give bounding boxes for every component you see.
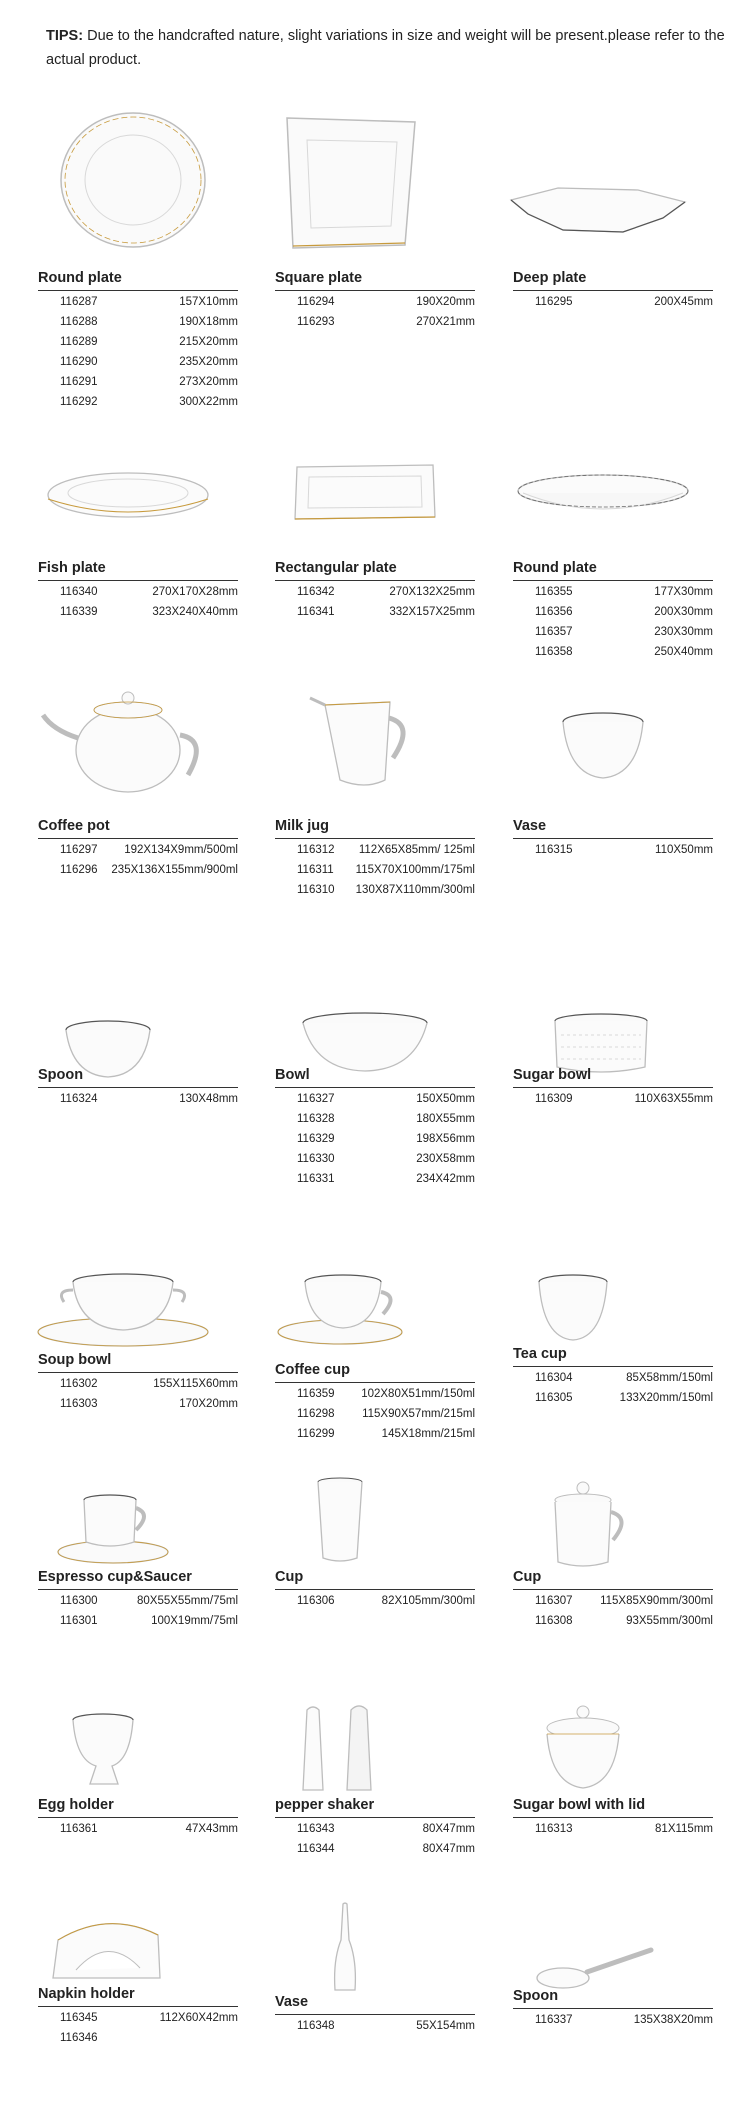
- spec-row: [513, 584, 713, 604]
- product-title: Egg holder: [38, 1797, 114, 1813]
- spec-row: [275, 1593, 475, 1613]
- spec-row: [513, 294, 713, 314]
- tea-cup-icon: [503, 1250, 703, 1360]
- item-code: 116294: [297, 296, 335, 308]
- item-size: 133X20mm/150ml: [619, 1392, 713, 1404]
- product-title: Spoon: [38, 1067, 84, 1083]
- spec-list: [275, 1091, 475, 1191]
- spec-list: [38, 842, 238, 882]
- spec-list: [275, 842, 475, 902]
- item-code: 116289: [60, 336, 98, 348]
- product-title: Vase: [513, 818, 547, 834]
- spec-row: [38, 1396, 238, 1416]
- spoon-icon: [503, 1900, 703, 2000]
- spec-list: [38, 294, 238, 414]
- product-title: Soup bowl: [38, 1352, 112, 1368]
- item-code: 116342: [297, 586, 335, 598]
- item-size: 235X20mm: [179, 356, 238, 368]
- item-code: 116357: [535, 626, 573, 638]
- product-title: Cup: [275, 1569, 304, 1585]
- item-code: 116304: [535, 1372, 573, 1384]
- item-code: 116306: [297, 1595, 335, 1607]
- vase-icon: [265, 1900, 465, 2000]
- product-title: Coffee cup: [275, 1362, 350, 1378]
- spec-row: [513, 2012, 713, 2032]
- spec-list: [275, 1593, 475, 1613]
- item-code: 116361: [60, 1823, 98, 1835]
- item-code: 116337: [535, 2014, 573, 2026]
- item-code: 116348: [297, 2020, 335, 2032]
- vase-bowl-icon: [503, 680, 703, 800]
- item-size: 115X90X57mm/215ml: [362, 1408, 475, 1420]
- title-divider: [38, 838, 238, 839]
- rectangular-plate-icon: [265, 455, 465, 535]
- spec-list: [275, 294, 475, 334]
- spec-row: [275, 314, 475, 334]
- item-size: 112X65X85mm/ 125ml: [358, 844, 475, 856]
- fish-plate-icon: [28, 455, 228, 535]
- item-size: 112X60X42mm: [159, 2012, 238, 2024]
- spec-list: [38, 1821, 238, 1841]
- spec-row: [38, 1091, 238, 1111]
- item-code: 116328: [297, 1113, 335, 1125]
- spec-row: [275, 1406, 475, 1426]
- item-size: 332X157X25mm: [389, 606, 475, 618]
- product-title: Square plate: [275, 270, 363, 286]
- item-code: 116330: [297, 1153, 335, 1165]
- spec-row: [513, 1370, 713, 1390]
- spec-row: [513, 1821, 713, 1841]
- spec-row: [513, 604, 713, 624]
- square-plate-icon: [265, 110, 465, 260]
- spec-list: [513, 1370, 713, 1410]
- spec-list: [513, 842, 713, 862]
- spec-row: [38, 842, 238, 862]
- spec-row: [275, 2018, 475, 2038]
- item-code: 116327: [297, 1093, 335, 1105]
- title-divider: [513, 1087, 713, 1088]
- title-divider: [513, 580, 713, 581]
- title-divider: [38, 1372, 238, 1373]
- product-title: Espresso cup&Saucer: [38, 1569, 192, 1585]
- napkin-holder-icon: [28, 1900, 228, 2000]
- item-size: 192X134X9mm/500ml: [124, 844, 238, 856]
- item-code: 116331: [297, 1173, 335, 1185]
- item-size: 81X115mm: [655, 1823, 713, 1835]
- item-size: 80X55X55mm/75ml: [137, 1595, 238, 1607]
- item-code: 116291: [60, 376, 98, 388]
- item-code: 116343: [297, 1823, 335, 1835]
- spec-list: [513, 1091, 713, 1111]
- item-code: 116309: [535, 1093, 573, 1105]
- spec-row: [275, 862, 475, 882]
- spec-row: [275, 882, 475, 902]
- tips-note: [46, 24, 726, 72]
- item-size: 177X30mm: [654, 586, 713, 598]
- item-size: 200X45mm: [654, 296, 713, 308]
- item-size: 235X136X155mm/900ml: [111, 864, 238, 876]
- item-size: 100X19mm/75ml: [151, 1615, 238, 1627]
- title-divider: [275, 838, 475, 839]
- spec-row: [513, 842, 713, 862]
- item-size: 270X132X25mm: [389, 586, 475, 598]
- title-divider: [513, 1366, 713, 1367]
- spec-row: [38, 394, 238, 414]
- item-size: 155X115X60mm: [153, 1378, 238, 1390]
- item-code: 116344: [297, 1843, 335, 1855]
- item-code: 116312: [297, 844, 335, 856]
- item-size: 230X30mm: [654, 626, 713, 638]
- item-code: 116340: [60, 586, 98, 598]
- title-divider: [513, 2008, 713, 2009]
- spec-row: [275, 294, 475, 314]
- item-code: 116293: [297, 316, 335, 328]
- spec-row: [275, 1131, 475, 1151]
- spec-row: [513, 1091, 713, 1111]
- product-title: Napkin holder: [38, 1986, 135, 2002]
- product-title: Bowl: [275, 1067, 310, 1083]
- soup-bowl-icon: [28, 1250, 228, 1360]
- item-size: 55X154mm: [416, 2020, 475, 2032]
- title-divider: [38, 1087, 238, 1088]
- item-code: 116296: [60, 864, 98, 876]
- round-deep-plate-icon: [503, 455, 703, 535]
- spec-row: [275, 584, 475, 604]
- title-divider: [275, 1817, 475, 1818]
- spec-list: [513, 2012, 713, 2032]
- spec-list: [38, 1593, 238, 1633]
- spec-row: [513, 1593, 713, 1613]
- item-code: 116346: [60, 2032, 98, 2044]
- item-code: 116299: [297, 1428, 335, 1440]
- coffee-cup-icon: [265, 1250, 465, 1360]
- item-size: 250X40mm: [654, 646, 713, 658]
- spec-row: [275, 1841, 475, 1861]
- item-size: 85X58mm/150ml: [626, 1372, 713, 1384]
- item-code: 116288: [60, 316, 98, 328]
- product-title: Coffee pot: [38, 818, 110, 834]
- item-size: 130X48mm: [179, 1093, 238, 1105]
- item-size: 198X56mm: [416, 1133, 475, 1145]
- item-code: 116355: [535, 586, 573, 598]
- title-divider: [38, 2006, 238, 2007]
- espresso-cup-icon: [28, 1470, 228, 1580]
- item-code: 116311: [297, 864, 334, 876]
- item-size: 130X87X110mm/300ml: [355, 884, 475, 896]
- title-divider: [275, 1087, 475, 1088]
- item-size: 180X55mm: [416, 1113, 475, 1125]
- item-size: 115X85X90mm/300ml: [600, 1595, 713, 1607]
- spec-list: [38, 1091, 238, 1111]
- title-divider: [513, 1817, 713, 1818]
- item-size: 135X38X20mm: [633, 2014, 713, 2026]
- spec-row: [38, 1821, 238, 1841]
- spec-row: [38, 294, 238, 314]
- milk-jug-icon: [265, 680, 465, 800]
- item-size: 150X50mm: [416, 1093, 475, 1105]
- spec-list: [38, 584, 238, 624]
- cup-icon: [265, 1470, 465, 1580]
- round-plate-icon: [28, 110, 228, 260]
- coffee-pot-icon: [28, 680, 228, 800]
- item-code: 116315: [535, 844, 573, 856]
- spec-row: [275, 1426, 475, 1446]
- spec-row: [38, 2030, 238, 2050]
- title-divider: [275, 1382, 475, 1383]
- product-title: Rectangular plate: [275, 560, 397, 576]
- product-title: Sugar bowl: [513, 1067, 592, 1083]
- spec-list: [513, 294, 713, 314]
- title-divider: [38, 580, 238, 581]
- item-size: 145X18mm/215ml: [381, 1428, 475, 1440]
- item-code: 116341: [297, 606, 335, 618]
- item-code: 116358: [535, 646, 573, 658]
- item-size: 110X50mm: [655, 844, 713, 856]
- title-divider: [275, 1589, 475, 1590]
- tips-text: Due to the handcrafted nature, slight variations in size and weight will be present.please refer to the actual product.: [46, 28, 725, 68]
- title-divider: [275, 580, 475, 581]
- spec-list: [38, 2010, 238, 2050]
- item-code: 116295: [535, 296, 573, 308]
- product-title: Round plate: [513, 560, 597, 576]
- spec-row: [38, 1376, 238, 1396]
- product-title: Cup: [513, 1569, 542, 1585]
- item-code: 116324: [60, 1093, 98, 1105]
- item-code: 116298: [297, 1408, 335, 1420]
- item-size: 215X20mm: [179, 336, 238, 348]
- title-divider: [38, 1589, 238, 1590]
- item-size: 300X22mm: [179, 396, 238, 408]
- item-size: 270X21mm: [416, 316, 475, 328]
- spec-row: [38, 584, 238, 604]
- item-size: 200X30mm: [654, 606, 713, 618]
- item-size: 170X20mm: [179, 1398, 238, 1410]
- egg-holder-icon: [28, 1700, 228, 1800]
- spec-row: [275, 1091, 475, 1111]
- item-size: 47X43mm: [185, 1823, 238, 1835]
- spec-row: [38, 2010, 238, 2030]
- item-code: 116300: [60, 1595, 98, 1607]
- item-code: 116339: [60, 606, 98, 618]
- deep-plate-icon: [503, 110, 703, 260]
- title-divider: [513, 838, 713, 839]
- item-size: 80X47mm: [422, 1823, 475, 1835]
- product-title: Sugar bowl with lid: [513, 1797, 646, 1813]
- item-code: 116310: [297, 884, 335, 896]
- spec-row: [513, 1613, 713, 1633]
- spec-row: [275, 1171, 475, 1191]
- title-divider: [513, 290, 713, 291]
- item-size: 323X240X40mm: [152, 606, 238, 618]
- spec-list: [38, 1376, 238, 1416]
- title-divider: [513, 1589, 713, 1590]
- spec-row: [275, 842, 475, 862]
- spec-row: [513, 644, 713, 664]
- item-size: 80X47mm: [422, 1843, 475, 1855]
- spec-row: [275, 1151, 475, 1171]
- product-title: Spoon: [513, 1988, 559, 2004]
- item-size: 115X70X100mm/175ml: [355, 864, 475, 876]
- product-title: Deep plate: [513, 270, 587, 286]
- spec-row: [38, 1613, 238, 1633]
- item-code: 116292: [60, 396, 98, 408]
- item-size: 270X170X28mm: [152, 586, 238, 598]
- item-code: 116305: [535, 1392, 573, 1404]
- item-code: 116345: [60, 2012, 98, 2024]
- product-title: Milk jug: [275, 818, 329, 834]
- item-size: 102X80X51mm/150ml: [361, 1388, 475, 1400]
- spec-row: [38, 334, 238, 354]
- item-code: 116307: [535, 1595, 573, 1607]
- item-code: 116308: [535, 1615, 573, 1627]
- item-size: 110X63X55mm: [634, 1093, 713, 1105]
- spec-list: [275, 584, 475, 624]
- title-divider: [38, 290, 238, 291]
- title-divider: [275, 2014, 475, 2015]
- product-title: Fish plate: [38, 560, 106, 576]
- product-title: pepper shaker: [275, 1797, 375, 1813]
- item-code: 116313: [535, 1823, 573, 1835]
- spec-row: [513, 624, 713, 644]
- item-code: 116329: [297, 1133, 335, 1145]
- spec-row: [275, 1386, 475, 1406]
- spec-row: [38, 1593, 238, 1613]
- item-code: 116301: [60, 1615, 98, 1627]
- item-code: 116297: [60, 844, 98, 856]
- spec-list: [513, 1593, 713, 1633]
- spec-row: [513, 1390, 713, 1410]
- item-code: 116359: [297, 1388, 335, 1400]
- spec-list: [275, 2018, 475, 2038]
- title-divider: [38, 1817, 238, 1818]
- product-title: Tea cup: [513, 1346, 567, 1362]
- item-size: 190X18mm: [179, 316, 238, 328]
- product-title: Vase: [275, 1994, 309, 2010]
- item-size: 234X42mm: [416, 1173, 475, 1185]
- spec-row: [38, 374, 238, 394]
- item-code: 116287: [60, 296, 98, 308]
- spec-row: [275, 1821, 475, 1841]
- item-code: 116290: [60, 356, 98, 368]
- item-size: 230X58mm: [416, 1153, 475, 1165]
- product-title: Round plate: [38, 270, 122, 286]
- item-code: 116356: [535, 606, 573, 618]
- spec-row: [38, 862, 238, 882]
- spec-list: [513, 584, 713, 664]
- pepper-shaker-icon: [265, 1700, 465, 1800]
- spec-row: [38, 314, 238, 334]
- item-size: 82X105mm/300ml: [381, 1595, 475, 1607]
- item-size: 157X10mm: [179, 296, 238, 308]
- title-divider: [275, 290, 475, 291]
- spec-row: [275, 604, 475, 624]
- lidded-cup-icon: [503, 1470, 703, 1580]
- spec-list: [275, 1821, 475, 1861]
- spec-row: [275, 1111, 475, 1131]
- spec-list: [513, 1821, 713, 1841]
- tips-label: TIPS:: [46, 28, 84, 44]
- item-size: 190X20mm: [416, 296, 475, 308]
- item-code: 116303: [60, 1398, 98, 1410]
- spec-row: [38, 604, 238, 624]
- sugar-bowl-lid-icon: [503, 1700, 703, 1800]
- spec-list: [275, 1386, 475, 1446]
- item-code: 116302: [60, 1378, 98, 1390]
- item-size: 93X55mm/300ml: [626, 1615, 713, 1627]
- spec-row: [38, 354, 238, 374]
- item-size: 273X20mm: [179, 376, 238, 388]
